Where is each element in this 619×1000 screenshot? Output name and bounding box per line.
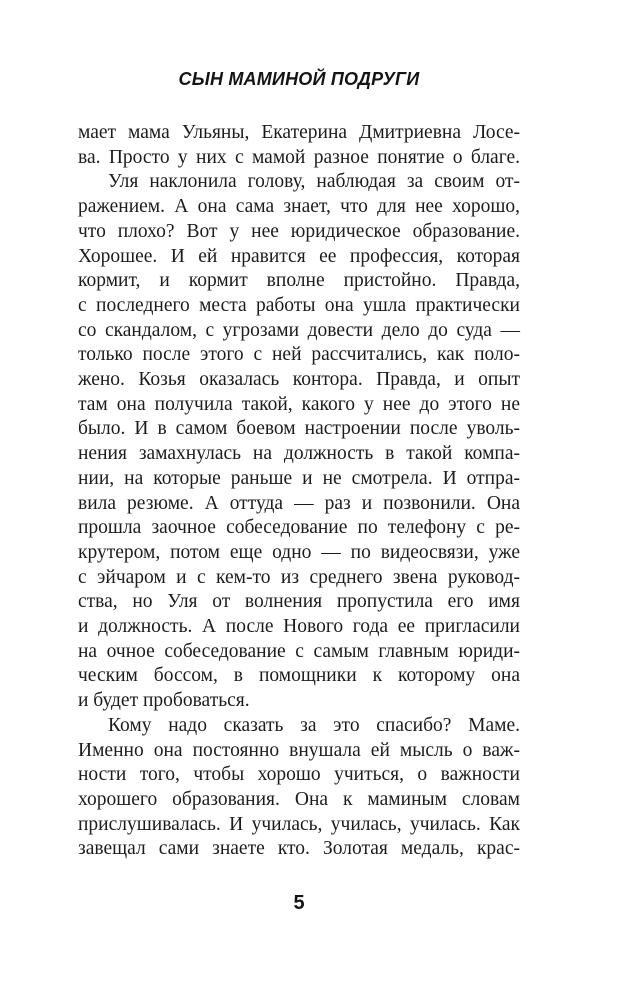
text-line: прошла заочное собеседование по телефону с ре-	[78, 517, 520, 539]
text-line: что плохо? Вот у нее юридическое образование.	[78, 220, 520, 242]
text-line: нения замахнулась на должность в такой компа-	[78, 443, 520, 465]
text-line: Хорошее. И ей нравится ее профессия, которая	[78, 245, 520, 267]
text-line: со скандалом, с угрозами довести дело до суда —	[78, 319, 520, 341]
text-line: хорошего образования. Она к маминым словам	[78, 788, 520, 810]
text-line: Уля наклонила голову, наблюдая за своим от-	[108, 171, 520, 193]
text-line: Именно она постоянно внушала ей мысль о важ-	[78, 739, 520, 761]
text-line: только после этого с ней рассчитались, как поло-	[78, 344, 520, 366]
page-number: 5	[293, 892, 305, 914]
text-line: на очное собеседование с самым главным юриди-	[78, 640, 520, 662]
text-line: ства, но Уля от волнения пропустила его имя	[78, 591, 520, 613]
body-text	[78, 121, 520, 862]
running-title: СЫН МАМИНОЙ ПОДРУГИ	[178, 69, 420, 89]
text-line: было. И в самом боевом настроении после уволь-	[78, 418, 520, 440]
text-line: нии, на которые раньше и не смотрела. И отпра-	[78, 467, 520, 489]
text-line: ности того, чтобы хорошо учиться, о важности	[78, 764, 520, 786]
text-line: и будет пробоваться.	[78, 690, 250, 712]
text-line: вила резюме. А оттуда — раз и позвонили. Она	[78, 492, 520, 514]
text-line: крутером, потом еще одно — по видеосвязи, уже	[78, 541, 520, 563]
text-line: кормит, и кормит вполне пристойно. Правда,	[78, 270, 520, 292]
text-line: ческим боссом, в помощники к которому она	[78, 665, 520, 687]
text-line: ражением. А она сама знает, что для нее хорошо,	[78, 196, 520, 218]
text-line: ва. Просто у них с мамой разное понятие о благе.	[78, 146, 520, 168]
text-line: завещал сами знаете кто. Золотая медаль, крас-	[78, 838, 520, 860]
text-line: Кому надо сказать за это спасибо? Маме.	[108, 714, 520, 736]
text-line: прислушивалась. И училась, училась, училась. Как	[78, 813, 520, 835]
text-line: там она получила такой, какого у нее до этого не	[78, 393, 520, 415]
text-line: мает мама Ульяны, Екатерина Дмитриевна Лосе-	[78, 122, 520, 143]
text-line: с последнего места работы она ушла практически	[78, 294, 520, 316]
text-line: жено. Козья оказалась контора. Правда, и опыт	[78, 369, 520, 391]
text-line: и должность. А после Нового года ее пригласили	[78, 616, 520, 638]
text-line: с эйчаром и с кем-то из среднего звена руковод-	[78, 566, 520, 588]
